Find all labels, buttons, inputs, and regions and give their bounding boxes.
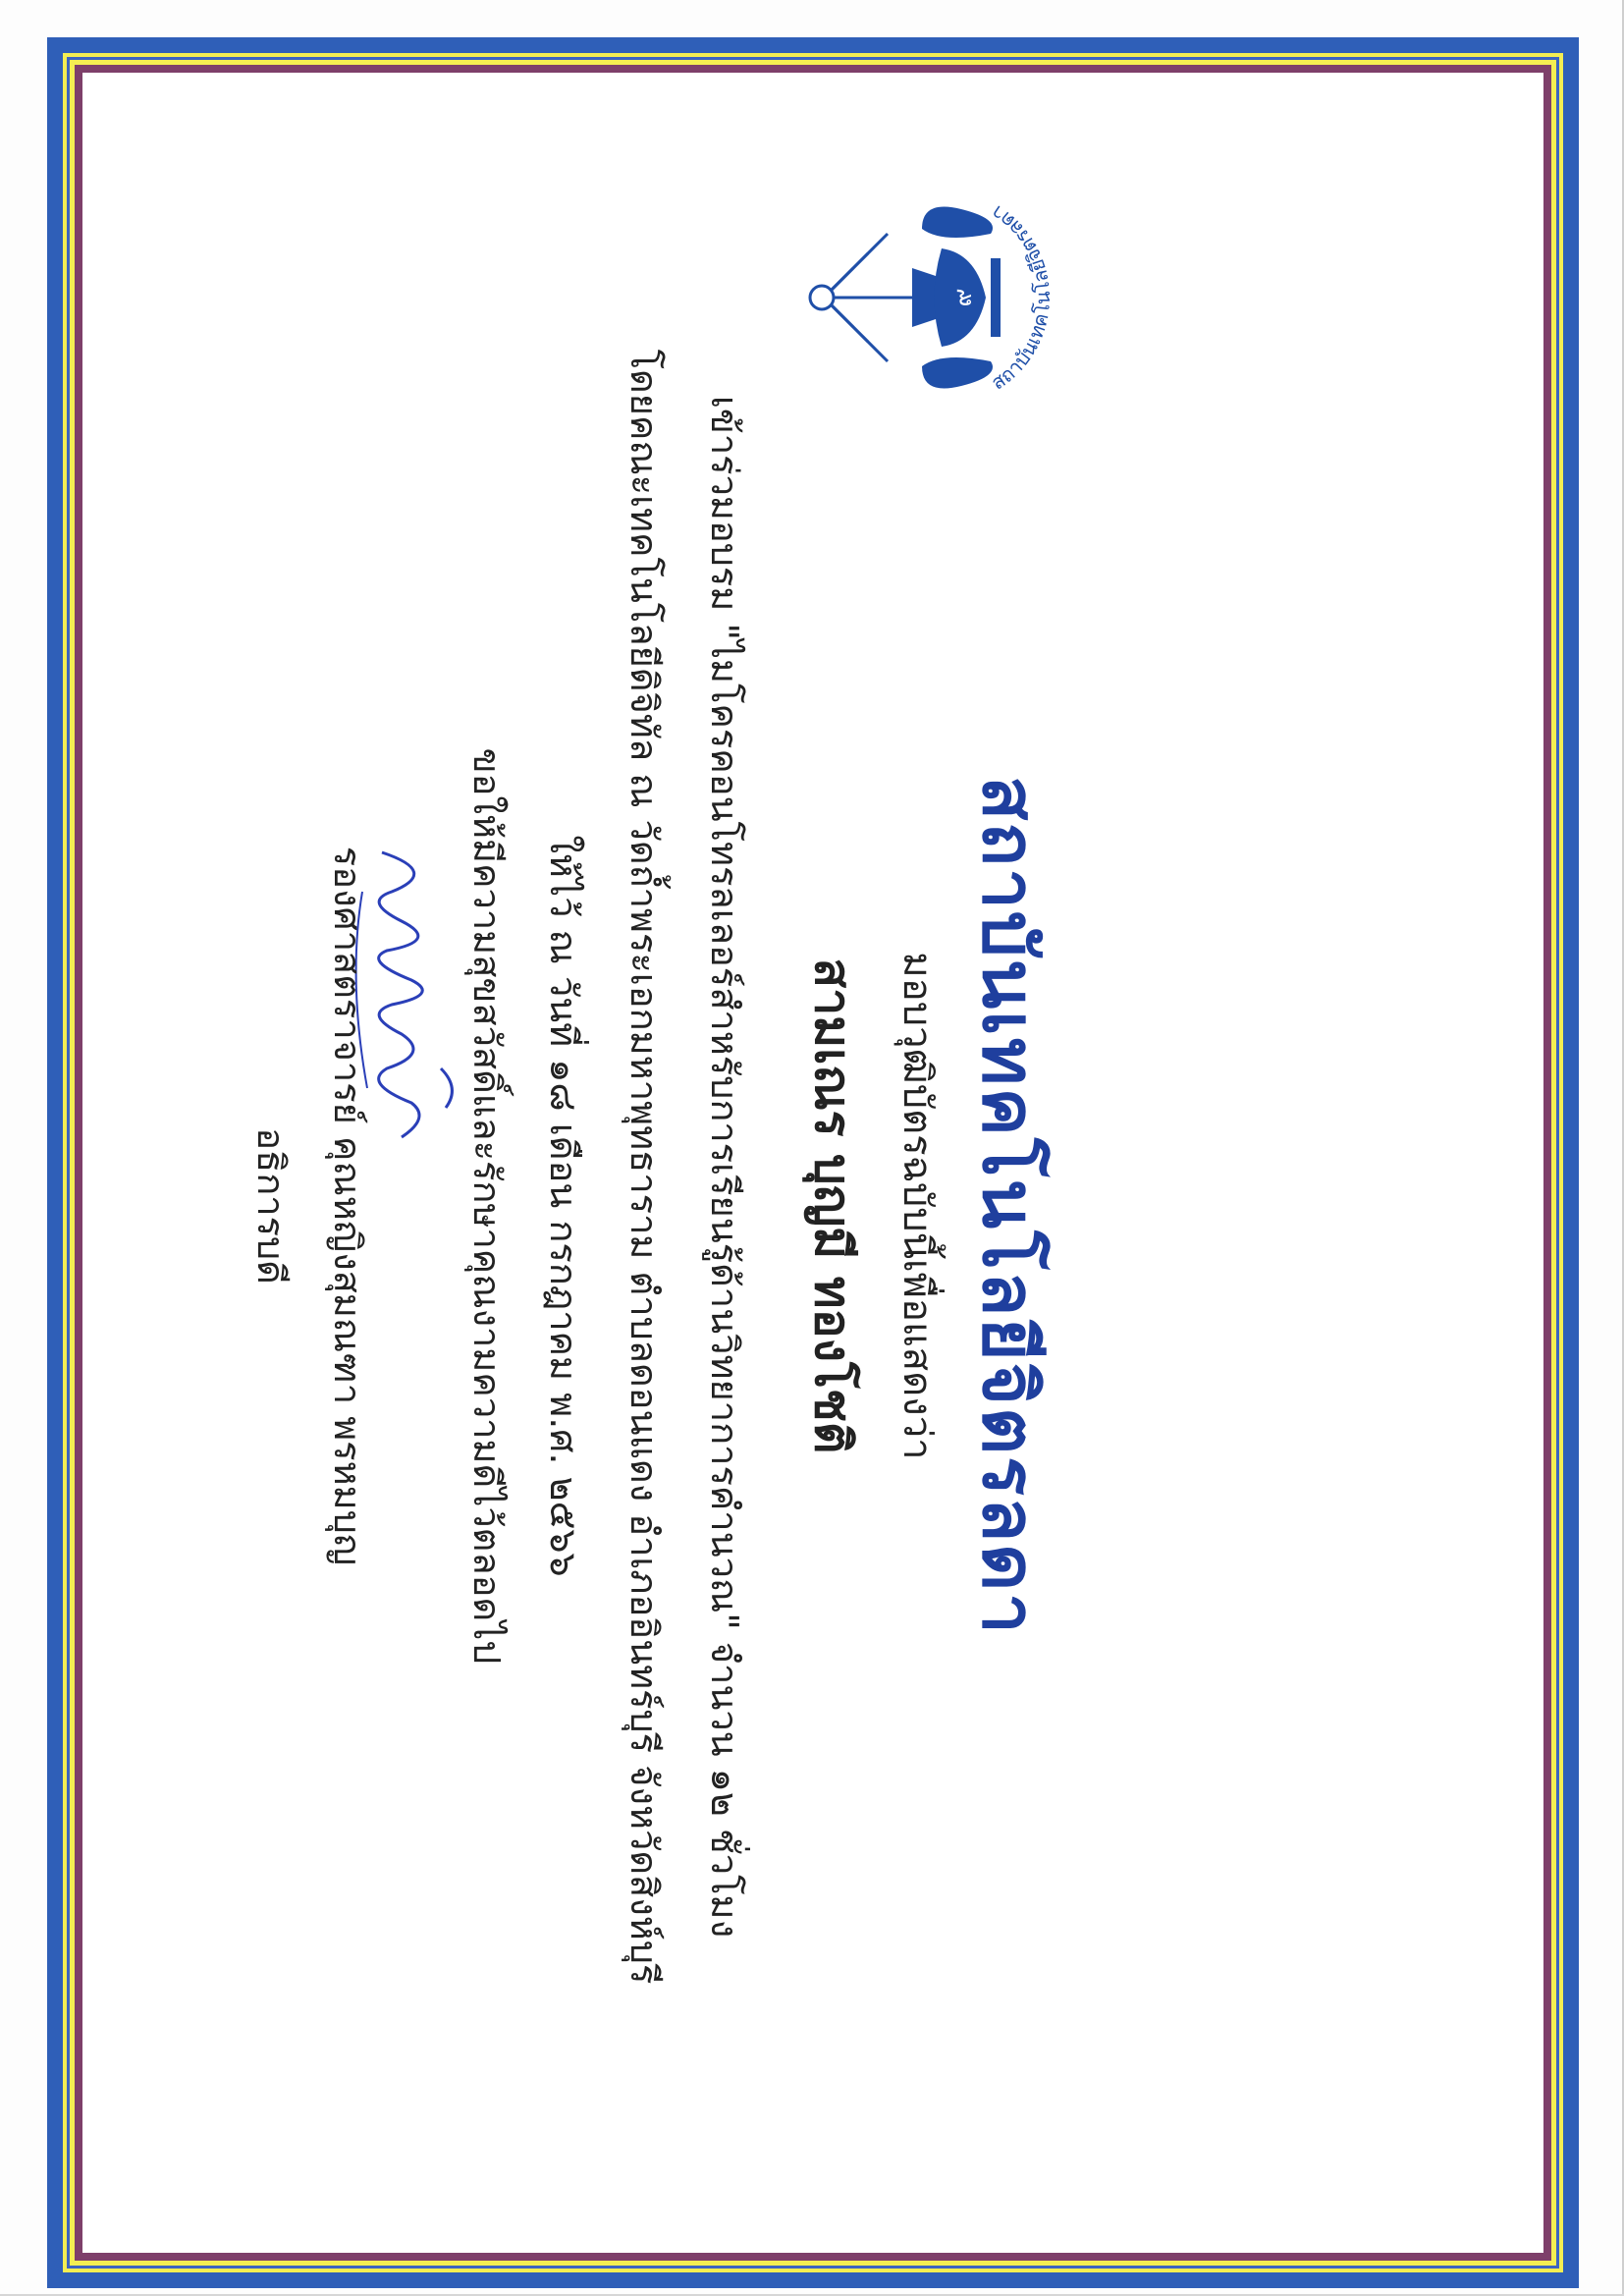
body-line-organizer: โดยคณะเทคโนโลยีดิจิทัล ณ วัดถ้ำพระเอกมหาพุทธาราม ตำบลดอนแดง อำเภออินทร์บุรี จังหวัดสิงห์บุรี: [623, 349, 666, 1985]
certificate-content: [125, 116, 1499, 2178]
svg-text:๙: ๙: [948, 288, 978, 307]
body-line-course: เข้าร่วมอบรม "ไมโครคอนโทรลเลอร์สำหรับการเรียนรู้ด้านวิทยาการคำนวณ" จำนวน ๑๒ ชั่วโมง: [703, 395, 746, 1939]
logo-arc-text: สถาบันเทคโนโลยีจิตรลดา: [986, 200, 1055, 395]
body-line-date: ให้ไว้ ณ วันที่ ๑๘ เดือน กรกฎาคม พ.ศ. ๒๕๖๖: [542, 835, 585, 1577]
intro-text: มอบวุฒิบัตรฉบับนี้เพื่อแสดงว่า: [894, 952, 940, 1460]
recipient-name: สามเณร บุญมี ทองโชติ: [804, 957, 861, 1454]
institute-title: สถาบันเทคโนโลยีจิตรลดา: [966, 776, 1051, 1636]
signer-position: อธิการบดี: [249, 1127, 293, 1285]
signer-name: รองศาสตราจารย์ คุณหญิงสุมณฑา พรหมบุญ: [326, 846, 369, 1566]
body-line-blessing: ขอให้มีความสุขสวัสดิ์และรักษาคุณงามความดีไว้ตลอดไป: [465, 747, 509, 1665]
